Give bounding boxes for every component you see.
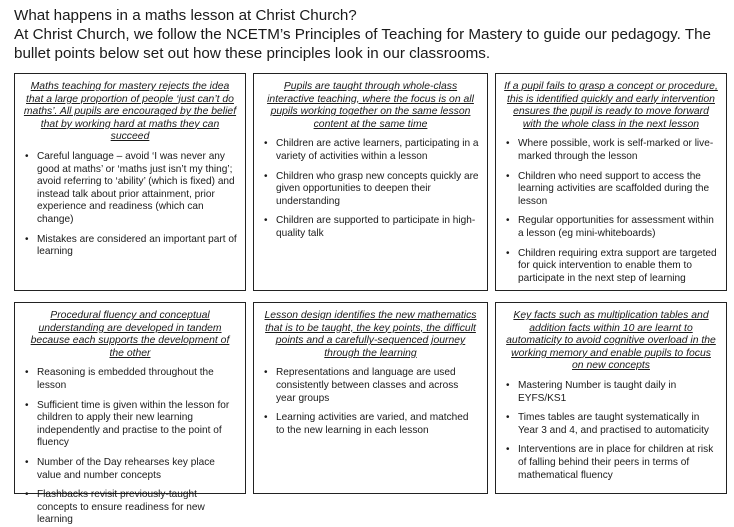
bullet-item: • Regular opportunities for assessment within a lesson (eg mini-whiteboards) [504,215,718,240]
bullet-list [262,138,479,240]
bullet-list [23,367,237,527]
principle-title: Lesson design identifies the new mathematics that is to be taught, the key points, the difficult points and a carefully-sequenced journey through the learning [264,310,477,359]
bullet-item: • Sufficient time is given within the lesson for children to apply their new learning independently and practise to the point of fluency [23,400,237,450]
bullet-item: • Where possible, work is self-marked or live-marked through the lesson [504,138,718,163]
bullet-item: • Children who need support to access the learning activities are scaffolded during the lesson [504,171,718,209]
principle-box-fluency [14,302,246,526]
principle-title: If a pupil fails to grasp a concept or procedure, this is identified quickly and early intervention ensures the pupil is ready to move forward with the whole class in the next lesson [504,81,718,130]
bullet-list [504,380,718,482]
bullet-item: • Learning activities are varied, and matched to the new learning in each lesson [262,412,479,437]
page-question: What happens in a maths lesson at Christ Church? [14,7,357,24]
bullet-list [262,367,479,437]
bullet-item: • Mastering Number is taught daily in EYFS/KS1 [504,380,718,405]
principle-box-key-facts [495,302,727,494]
principle-title: Maths teaching for mastery rejects the idea that a large proportion of people ‘just can’t do maths’. All pupils are encouraged by the belief that by working hard at maths they can succeed [23,81,237,143]
bullet-item: • Number of the Day rehearses key place value and number concepts [23,457,237,482]
bullet-item: • Children who grasp new concepts quickly are given opportunities to deepen their understanding [262,171,479,209]
bullet-item: • Flashbacks revisit previously-taught concepts to ensure readiness for new learning [23,489,237,527]
page-header [14,6,726,63]
principle-title: Pupils are taught through whole-class interactive teaching, where the focus is on all pupils working together on the same lesson content at the same time [267,81,474,130]
bullet-item: • Careful language – avoid ‘I was never any good at maths’ or ‘maths just isn’t my thing’; avoid referring to ‘ability’ (which is fixed) and instead talk about prior attainment, prior experience and readiness (which can change) [23,151,237,227]
bullet-item: • Children are supported to participate in high-quality talk [262,215,479,240]
bullet-item: • Times tables are taught systematically in Year 3 and 4, and practised to automaticity [504,412,718,437]
principle-box-lesson-design [253,302,488,494]
intro-paragraph: At Christ Church, we follow the NCETM’s Principles of Teaching for Mastery to guide our pedagogy. The bullet points below set out how these principles look in our classrooms. [14,26,711,62]
bullet-list [23,151,237,259]
bullet-item: • Children are active learners, participating in a variety of activities within a lesson [262,138,479,163]
bullet-item: • Children requiring extra support are targeted for quick intervention to enable them to participate in the next step of learning [504,248,718,286]
principle-title: Key facts such as multiplication tables and addition facts within 10 are learnt to automaticity to avoid cognitive overload in the working memory and enable pupils to focus on new concepts [506,310,716,372]
principle-box-mindset [14,73,246,291]
principle-box-whole-class [253,73,488,291]
principle-box-intervention [495,73,727,291]
bullet-item: • Mistakes are considered an important part of learning [23,234,237,259]
bullet-list [504,138,718,285]
bullet-item: • Representations and language are used consistently between classes and across year groups [262,367,479,405]
bullet-item: • Interventions are in place for children at risk of falling behind their peers in terms of mathematical fluency [504,444,718,482]
bullet-item: • Reasoning is embedded throughout the lesson [23,367,237,392]
principle-title: Procedural fluency and conceptual understanding are developed in tandem because each supports the development of the other [30,310,230,359]
